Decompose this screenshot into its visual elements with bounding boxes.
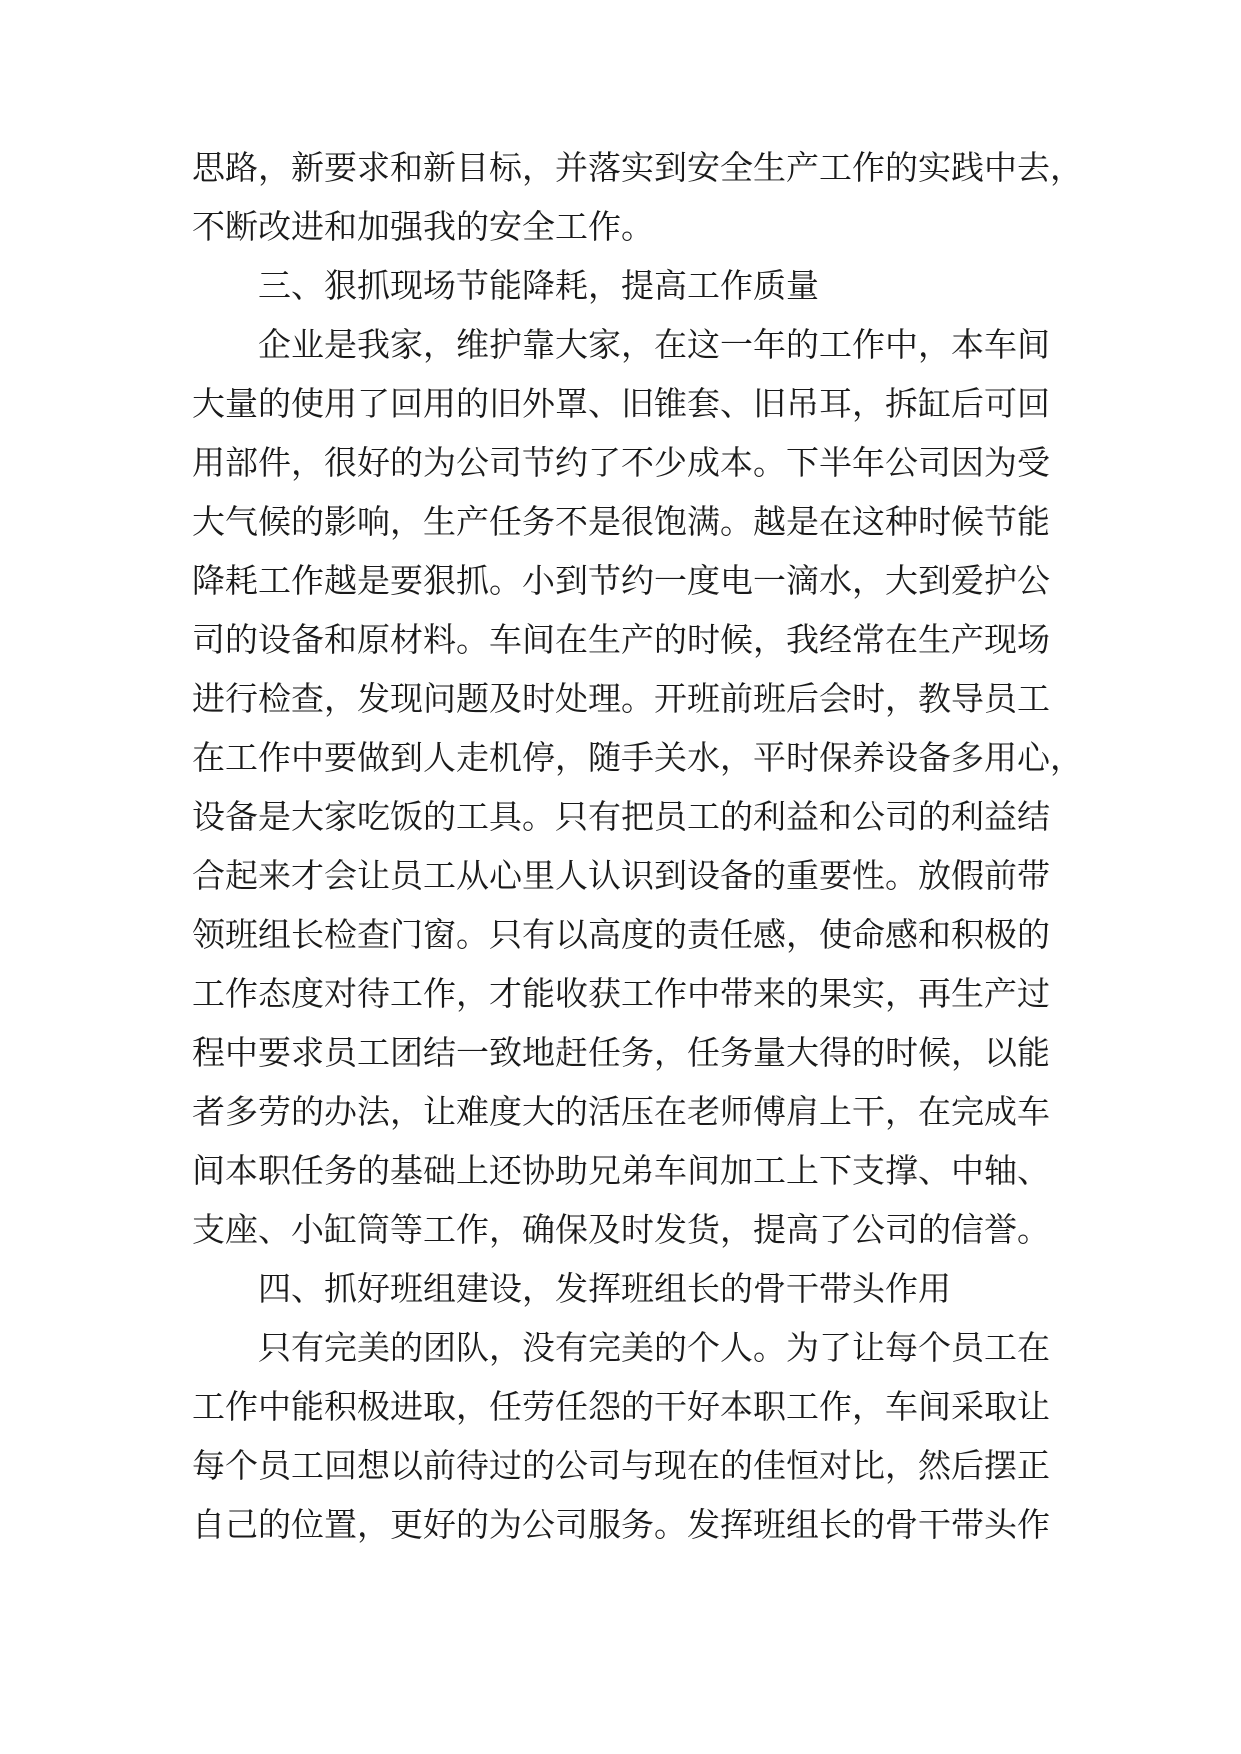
text-line: 只有完美的团队，没有完美的个人。为了让每个员工在: [258, 1328, 1050, 1367]
text-line: 进行检查，发现问题及时处理。开班前班后会时，教导员工: [192, 679, 1050, 718]
text-line: 大气候的影响，生产任务不是很饱满。越是在这种时候节能: [192, 502, 1050, 541]
text-line: 在工作中要做到人走机停，随手关水，平时保养设备多用心，: [192, 738, 1083, 777]
text-line: 间本职任务的基础上还协助兄弟车间加工上下支撑、中轴、: [192, 1151, 1050, 1190]
section-heading: 三、狠抓现场节能降耗，提高工作质量: [258, 266, 819, 305]
text-line: 不断改进和加强我的安全工作。: [192, 207, 654, 246]
text-line: 思路，新要求和新目标，并落实到安全生产工作的实践中去，: [192, 148, 1083, 187]
text-line: 合起来才会让员工从心里人认识到设备的重要性。放假前带: [192, 856, 1050, 895]
text-line: 司的设备和原材料。车间在生产的时候，我经常在生产现场: [192, 620, 1050, 659]
text-line: 者多劳的办法，让难度大的活压在老师傅肩上干，在完成车: [192, 1092, 1050, 1131]
text-line: 自己的位置，更好的为公司服务。发挥班组长的骨干带头作: [192, 1505, 1050, 1544]
text-line: 每个员工回想以前待过的公司与现在的佳恒对比，然后摆正: [192, 1446, 1050, 1485]
text-line: 大量的使用了回用的旧外罩、旧锥套、旧吊耳，拆缸后可回: [192, 384, 1050, 423]
text-line: 程中要求员工团结一致地赶任务，任务量大得的时候，以能: [192, 1033, 1050, 1072]
text-line: 支座、小缸筒等工作，确保及时发货，提高了公司的信誉。: [192, 1210, 1050, 1249]
text-line: 工作态度对待工作，才能收获工作中带来的果实，再生产过: [192, 974, 1050, 1013]
text-line: 领班组长检查门窗。只有以高度的责任感，使命感和积极的: [192, 915, 1050, 954]
text-line: 用部件，很好的为公司节约了不少成本。下半年公司因为受: [192, 443, 1050, 482]
text-line: 降耗工作越是要狠抓。小到节约一度电一滴水，大到爱护公: [192, 561, 1050, 600]
text-line: 工作中能积极进取，任劳任怨的干好本职工作，车间采取让: [192, 1387, 1050, 1426]
text-line: 企业是我家，维护靠大家，在这一年的工作中，本车间: [258, 325, 1050, 364]
text-line: 设备是大家吃饭的工具。只有把员工的利益和公司的利益结: [192, 797, 1050, 836]
section-heading: 四、抓好班组建设，发挥班组长的骨干带头作用: [258, 1269, 951, 1308]
